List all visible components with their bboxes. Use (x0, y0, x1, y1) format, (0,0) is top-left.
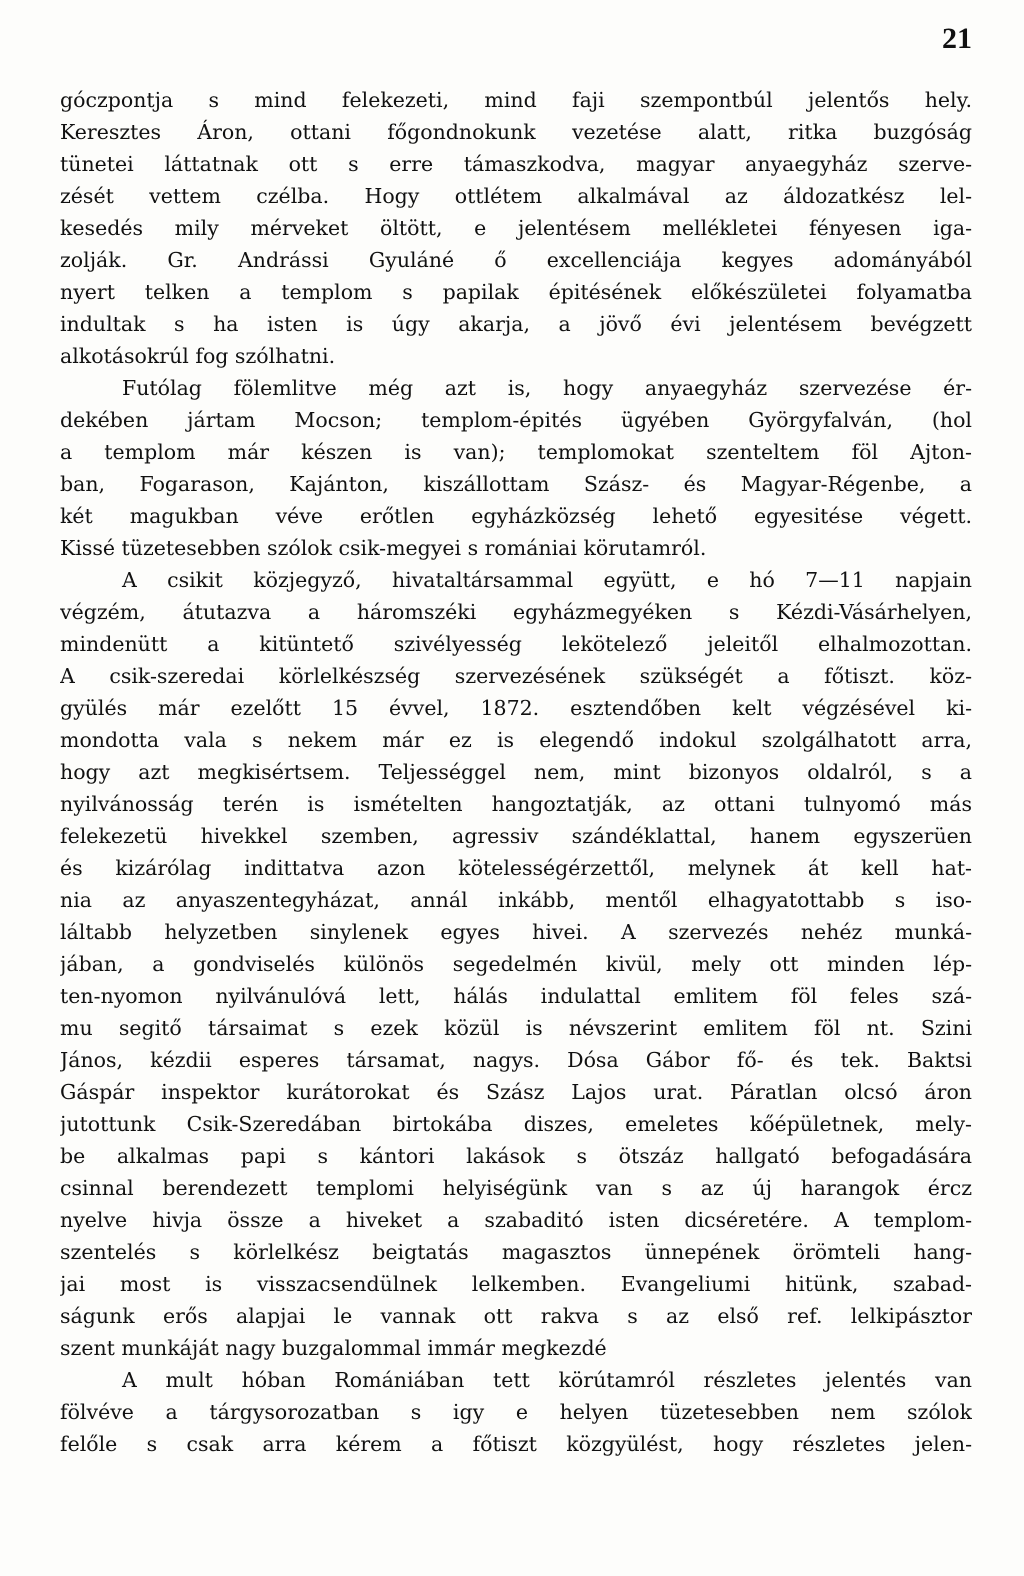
text-line: mindenütt a kitüntető szivélyesség lekötelező jeleitől elhalmozottan. (60, 632, 972, 656)
text-line: jai most is visszacsendülnek lelkemben. Evangeliumi hitünk, szabad- (60, 1272, 972, 1296)
text-line: felekezetü hivekkel szemben, agressiv szándéklattal, hanem egyszerüen (60, 824, 972, 848)
text-line: kesedés mily mérveket öltött, e jelentésem mellékletei fényesen iga- (60, 216, 972, 240)
text-line: be alkalmas papi s kántori lakások s ötszáz hallgató befogadására (60, 1144, 972, 1168)
text-line: szent munkáját nagy buzgalommal immár megkezdé (60, 1336, 607, 1360)
text-line: jutottunk Csik-Szeredában birtokába diszes, emeletes kőépületnek, mely- (60, 1112, 972, 1136)
text-line: zését vettem czélba. Hogy ottlétem alkalmával az áldozatkész lel- (60, 184, 972, 208)
text-line: nia az anyaszentegyházat, annál inkább, mentől elhagyatottabb s iso- (60, 888, 972, 912)
text-line: A csik-szeredai körlelkészség szervezésének szükségét a főtiszt. köz- (60, 664, 972, 688)
page-number: 21 (942, 22, 972, 55)
text-line: ban, Fogarason, Kajánton, kiszállottam Szász- és Magyar-Régenbe, a (60, 472, 972, 496)
text-line: zolják. Gr. Andrássi Gyuláné ő excellenciája kegyes adományából (60, 248, 972, 272)
text-line: jában, a gondviselés különös segedelmén kivül, mely ott minden lép- (60, 952, 972, 976)
text-line: hogy azt megkisértsem. Teljességgel nem, mint bizonyos oldalról, s a (60, 760, 972, 784)
text-line: fölvéve a tárgysorozatban s igy e helyen tüzetesebben nem szólok (60, 1400, 972, 1424)
text-line: Gáspár inspektor kurátorokat és Szász Lajos urat. Páratlan olcsó áron (60, 1080, 972, 1104)
text-line: mondotta vala s nekem már ez is elegendő indokul szolgálhatott arra, (60, 728, 972, 752)
text-line: nyilvánosság terén is ismételten hangoztatják, az ottani tulnyomó más (60, 792, 972, 816)
text-line: alkotásokrúl fog szólhatni. (60, 344, 336, 368)
text-line: Kissé tüzetesebben szólok csik-megyei s romániai körutamról. (60, 536, 707, 560)
text-line: ten-nyomon nyilvánulóvá lett, hálás indulattal emlitem föl feles szá- (60, 984, 972, 1008)
text-line: felőle s csak arra kérem a főtiszt közgyülést, hogy részletes jelen- (60, 1432, 972, 1456)
text-line: nyelve hivja össze a hiveket a szabaditó isten dicséretére. A templom- (60, 1208, 972, 1232)
text-line: és kizárólag indittatva azon kötelességérzettől, melynek át kell hat- (60, 856, 972, 880)
body-text (60, 84, 972, 1460)
text-line: csinnal berendezett templomi helyiségünk van s az új harangok ércz (60, 1176, 972, 1200)
text-line: Futólag fölemlitve még azt is, hogy anyaegyház szervezése ér- (122, 376, 972, 400)
text-line: végzém, átutazva a háromszéki egyházmegyéken s Kézdi-Vásárhelyen, (60, 600, 972, 624)
text-line: A mult hóban Romániában tett körútamról részletes jelentés van (122, 1368, 972, 1392)
text-line: A csikit közjegyző, hivataltársammal együtt, e hó 7—11 napjain (122, 568, 972, 592)
text-line: láltabb helyzetben sinylenek egyes hivei. A szervezés nehéz munká- (60, 920, 972, 944)
text-line: dekében jártam Mocson; templom-épités ügyében Györgyfalván, (hol (60, 408, 972, 432)
text-line: gyülés már ezelőtt 15 évvel, 1872. esztendőben kelt végzésével ki- (60, 696, 972, 720)
text-line: nyert telken a templom s papilak épitésének előkészületei folyamatba (60, 280, 972, 304)
text-line: góczpontja s mind felekezeti, mind faji szempontbúl jelentős hely. (60, 88, 972, 112)
text-line: szentelés s körlelkész beigtatás magasztos ünnepének örömteli hang- (60, 1240, 972, 1264)
text-line: Keresztes Áron, ottani főgondnokunk vezetése alatt, ritka buzgóság (60, 120, 972, 144)
text-line: a templom már készen is van); templomokat szenteltem föl Ajton- (60, 440, 972, 464)
text-line: két magukban véve erőtlen egyházközség lehető egyesitése végett. (60, 504, 972, 528)
text-line: tünetei láttatnak ott s erre támaszkodva, magyar anyaegyház szerve- (60, 152, 972, 176)
text-line: indultak s ha isten is úgy akarja, a jövő évi jelentésem bevégzett (60, 312, 972, 336)
text-line: ságunk erős alapjai le vannak ott rakva s az első ref. lelkipásztor (60, 1304, 972, 1328)
text-line: János, kézdii esperes társamat, nagys. Dósa Gábor fő- és tek. Baktsi (60, 1048, 972, 1072)
text-line: mu segitő társaimat s ezek közül is névszerint emlitem föl nt. Szini (60, 1016, 972, 1040)
